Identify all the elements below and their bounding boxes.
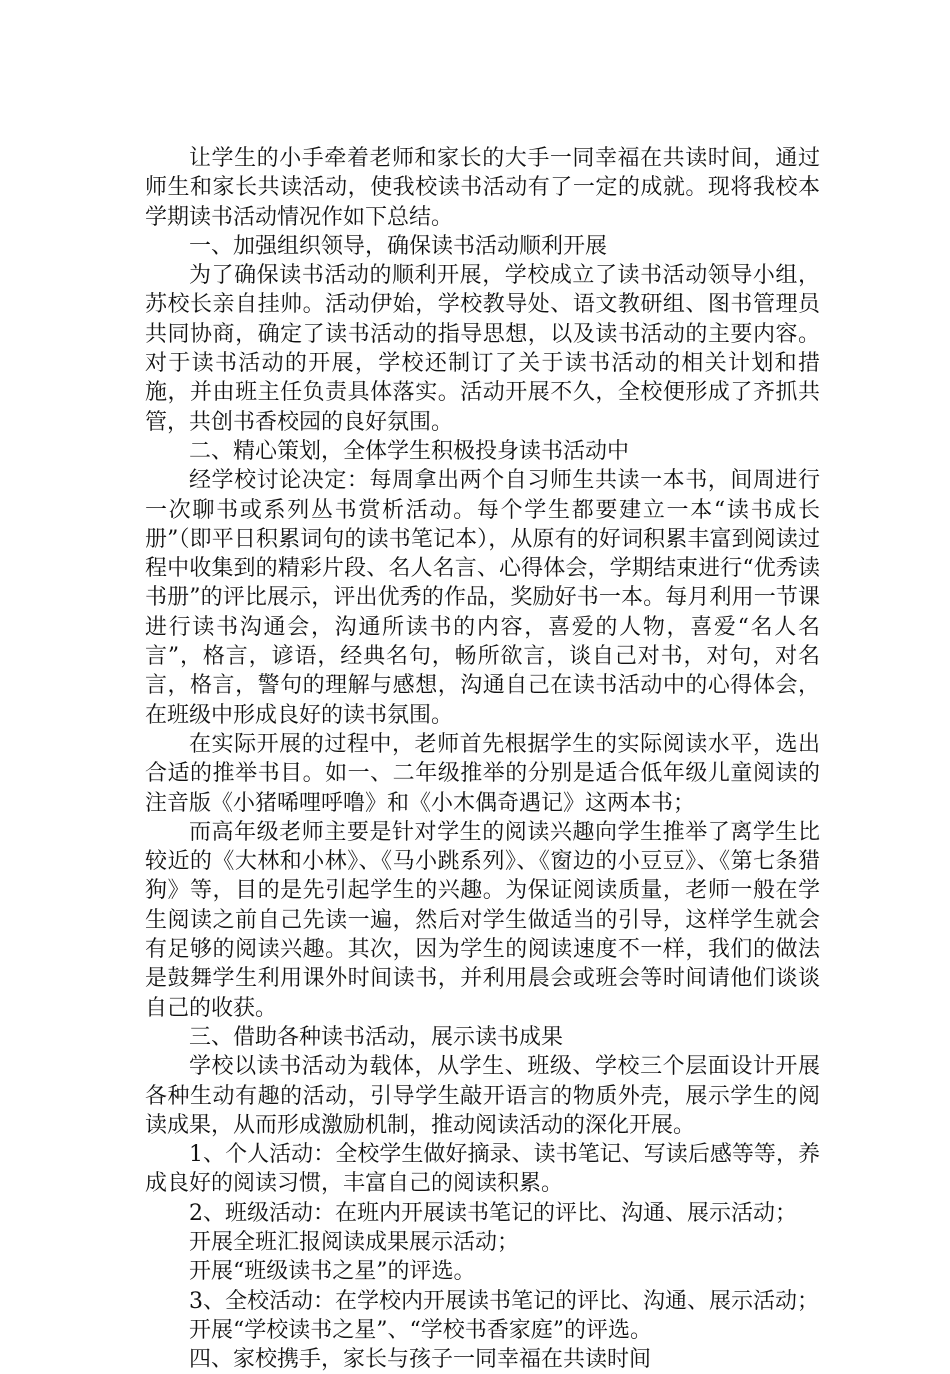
list-item-school: 3、全校活动：在学校内开展读书笔记的评比、沟通、展示活动； bbox=[189, 1288, 819, 1314]
list-item-personal: 1、个人活动：全校学生做好摘录、读书笔记、写读后感等等，养成良好的阅读习惯，丰富自己的阅读积累。 bbox=[145, 1142, 820, 1197]
paragraph-intro: 让学生的小手牵着老师和家长的大手一同幸福在共读时间，通过师生和家长共读活动，使我校读书活动有了一定的成就。现将我校本学期读书活动情况作如下总结。 bbox=[145, 146, 820, 230]
section-heading-2: 二、精心策划，全体学生积极投身读书活动中 bbox=[189, 438, 630, 464]
list-item-class-report: 开展全班汇报阅读成果展示活动； bbox=[189, 1229, 520, 1255]
paragraph-organization: 为了确保读书活动的顺利开展，学校成立了读书活动领导小组，苏校长亲自挂帅。活动伊始，学校教导处、语文教研组、图书管理员共同协商，确定了读书活动的指导思想，以及读书活动的主要内容。对于读书活动的开展，学校还制订了关于读书活动的相关计划和措施，并由班主任负责具体落实。活动开展不久，全校便形成了齐抓共管，共创书香校园的良好氛围。 bbox=[145, 263, 820, 435]
section-heading-1: 一、加强组织领导，确保读书活动顺利开展 bbox=[189, 233, 608, 259]
document-body bbox=[145, 144, 820, 1374]
paragraph-senior-grades: 而高年级老师主要是针对学生的阅读兴趣向学生推举了离学生比较近的《大林和小林》、《马小跳系列》、《窗边的小豆豆》、《第七条猎狗》等，目的是先引起学生的兴趣。为保证阅读质量，老师一般在学生阅读之前自己先读一遍，然后对学生做适当的引导，这样学生就会有足够的阅读兴趣。其次，因为学生的阅读速度不一样，我们的做法是鼓舞学生利用课外时间读书，并利用晨会或班会等时间请他们谈谈自己的收获。 bbox=[145, 819, 820, 1021]
paragraph-book-selection: 在实际开展的过程中，老师首先根据学生的实际阅读水平，选出合适的推举书目。如一、二年级推举的分别是适合低年级儿童阅读的注音版《小猪唏哩呼噜》和《小木偶奇遇记》这两本书； bbox=[145, 731, 820, 816]
list-item-class-star: 开展“班级读书之星”的评选。 bbox=[189, 1259, 476, 1285]
section-heading-3: 三、借助各种读书活动，展示读书成果 bbox=[189, 1024, 564, 1050]
section-heading-4: 四、家校携手，家长与孩子一同幸福在共读时间 bbox=[189, 1347, 652, 1373]
paragraph-activities: 学校以读书活动为载体，从学生、班级、学校三个层面设计开展各种生动有趣的活动，引导学生敲开语言的物质外壳，展示学生的阅读成果，从而形成激励机制，推动阅读活动的深化开展。 bbox=[145, 1054, 820, 1138]
paragraph-planning: 经学校讨论决定：每周拿出两个自习师生共读一本书，间周进行一次聊书或系列丛书赏析活动。每个学生都要建立一本“读书成长册”（即平日积累词句的读书笔记本），从原有的好词积累丰富到阅读过程中收集到的精彩片段、名人名言、心得体会，学期结束进行“优秀读书册”的评比展示，评出优秀的作品，奖励好书一本。每月利用一节课进行读书沟通会，沟通所读书的内容，喜爱的人物，喜爱“名人名言”，格言，谚语，经典名句，畅所欲言，谈自己对书，对句，对名言，格言，警句的理解与感想，沟通自己在读书活动中的心得体会，在班级中形成良好的读书氛围。 bbox=[145, 468, 820, 728]
list-item-school-star: 开展“学校读书之星”、“学校书香家庭”的评选。 bbox=[189, 1317, 652, 1343]
list-item-class: 2、班级活动：在班内开展读书笔记的评比、沟通、展示活动； bbox=[189, 1200, 797, 1226]
